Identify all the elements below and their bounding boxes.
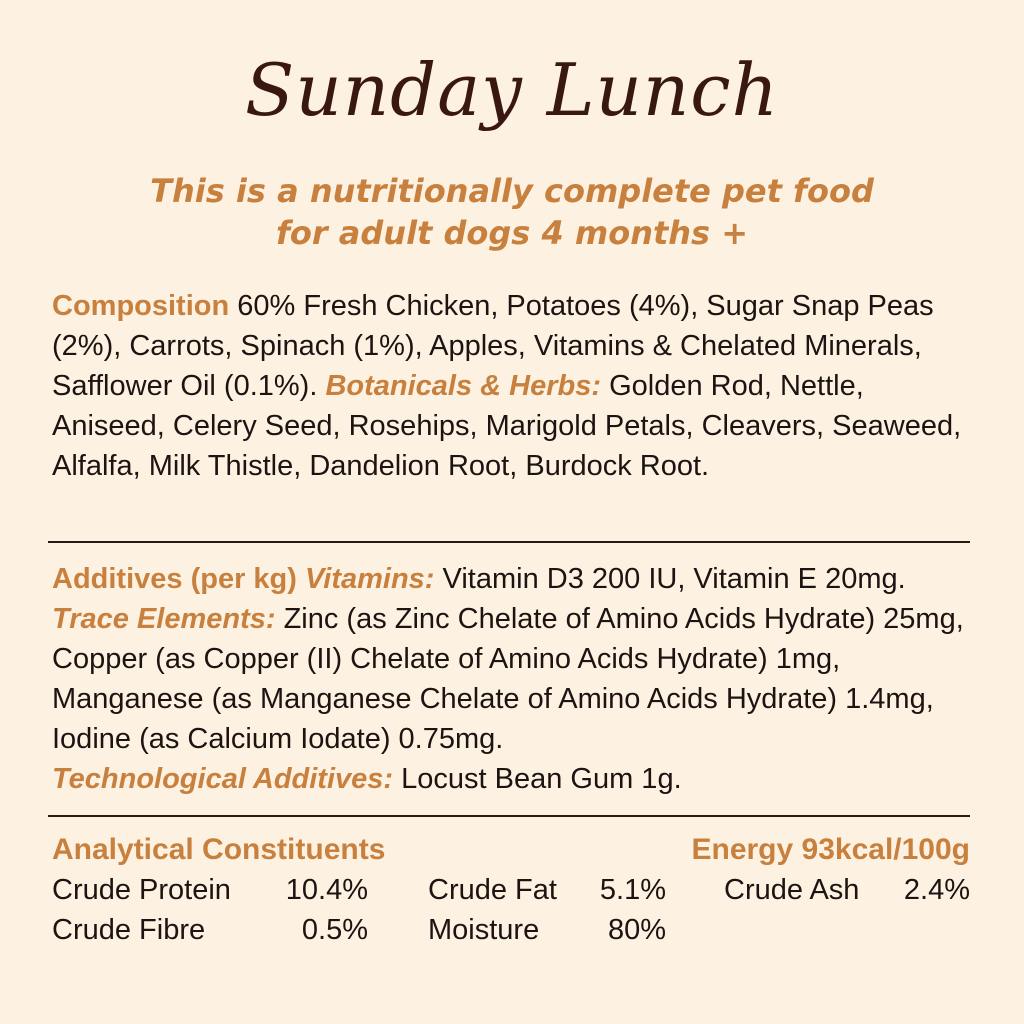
- technological-additives-heading: Technological Additives:: [52, 763, 394, 795]
- constituent-value: 80%: [607, 914, 666, 946]
- technological-additives-text: Locust Bean Gum 1g.: [401, 763, 682, 795]
- additives-heading: Additives (per kg): [52, 563, 297, 595]
- section-divider: [48, 541, 970, 543]
- constituent-crude-fibre: [52, 910, 368, 950]
- additives-section: [52, 559, 972, 799]
- constituent-moisture: [428, 910, 666, 950]
- section-divider: [48, 815, 970, 817]
- energy-value: Energy 93kcal/100g: [691, 833, 970, 866]
- composition-heading: Composition: [52, 290, 230, 322]
- trace-elements-heading: Trace Elements:: [52, 603, 276, 635]
- subtitle-line-1: This is a nutritionally complete pet food: [150, 172, 874, 210]
- constituent-crude-fat: [428, 870, 666, 910]
- constituent-value: 0.5%: [301, 914, 368, 946]
- botanicals-heading: Botanicals & Herbs:: [325, 370, 602, 402]
- constituent-value: 2.4%: [903, 874, 970, 906]
- product-subtitle: [0, 170, 1024, 254]
- vitamins-text: Vitamin D3 200 IU, Vitamin E 20mg.: [442, 563, 906, 595]
- constituent-name: Crude Fat: [428, 874, 557, 906]
- analytical-header: [52, 830, 970, 870]
- constituent-name: Crude Ash: [724, 874, 860, 906]
- constituent-name: Crude Protein: [52, 874, 231, 906]
- composition-section: [52, 286, 972, 486]
- constituent-crude-protein: [52, 870, 368, 910]
- constituent-name: Moisture: [428, 914, 540, 946]
- constituent-value: 5.1%: [599, 874, 666, 906]
- constituent-name: Crude Fibre: [52, 914, 206, 946]
- trace-elements-text: Zinc (as Zinc Chelate of Amino Acids Hydrate) 25mg, Copper (as Copper (II) Chelate of Amino Acids Hydrate) 1mg, Manganese (as Manganese Chelate of Amino Acids Hydrate) 1.4mg, Iodine (as Calcium Iodate) 0.75mg.: [52, 603, 964, 755]
- product-title: Sunday Lunch: [245, 48, 779, 132]
- composition-text: 60% Fresh Chicken, Potatoes (4%), Sugar Snap Peas (2%), Carrots, Spinach (1%), Apples, Vitamins & Chelated Minerals, Safflower Oil (0.1%).: [52, 290, 934, 402]
- subtitle-line-2: for adult dogs 4 months +: [275, 214, 749, 252]
- vitamins-heading: Vitamins:: [305, 563, 435, 595]
- constituent-value: 10.4%: [285, 874, 368, 906]
- constituent-crude-ash: [724, 870, 970, 910]
- analytical-heading: Analytical Constituents: [52, 833, 386, 866]
- botanicals-text: Golden Rod, Nettle, Aniseed, Celery Seed, Rosehips, Marigold Petals, Cleavers, Seaweed, Alfalfa, Milk Thistle, Dandelion Root, Burdock Root.: [52, 370, 962, 482]
